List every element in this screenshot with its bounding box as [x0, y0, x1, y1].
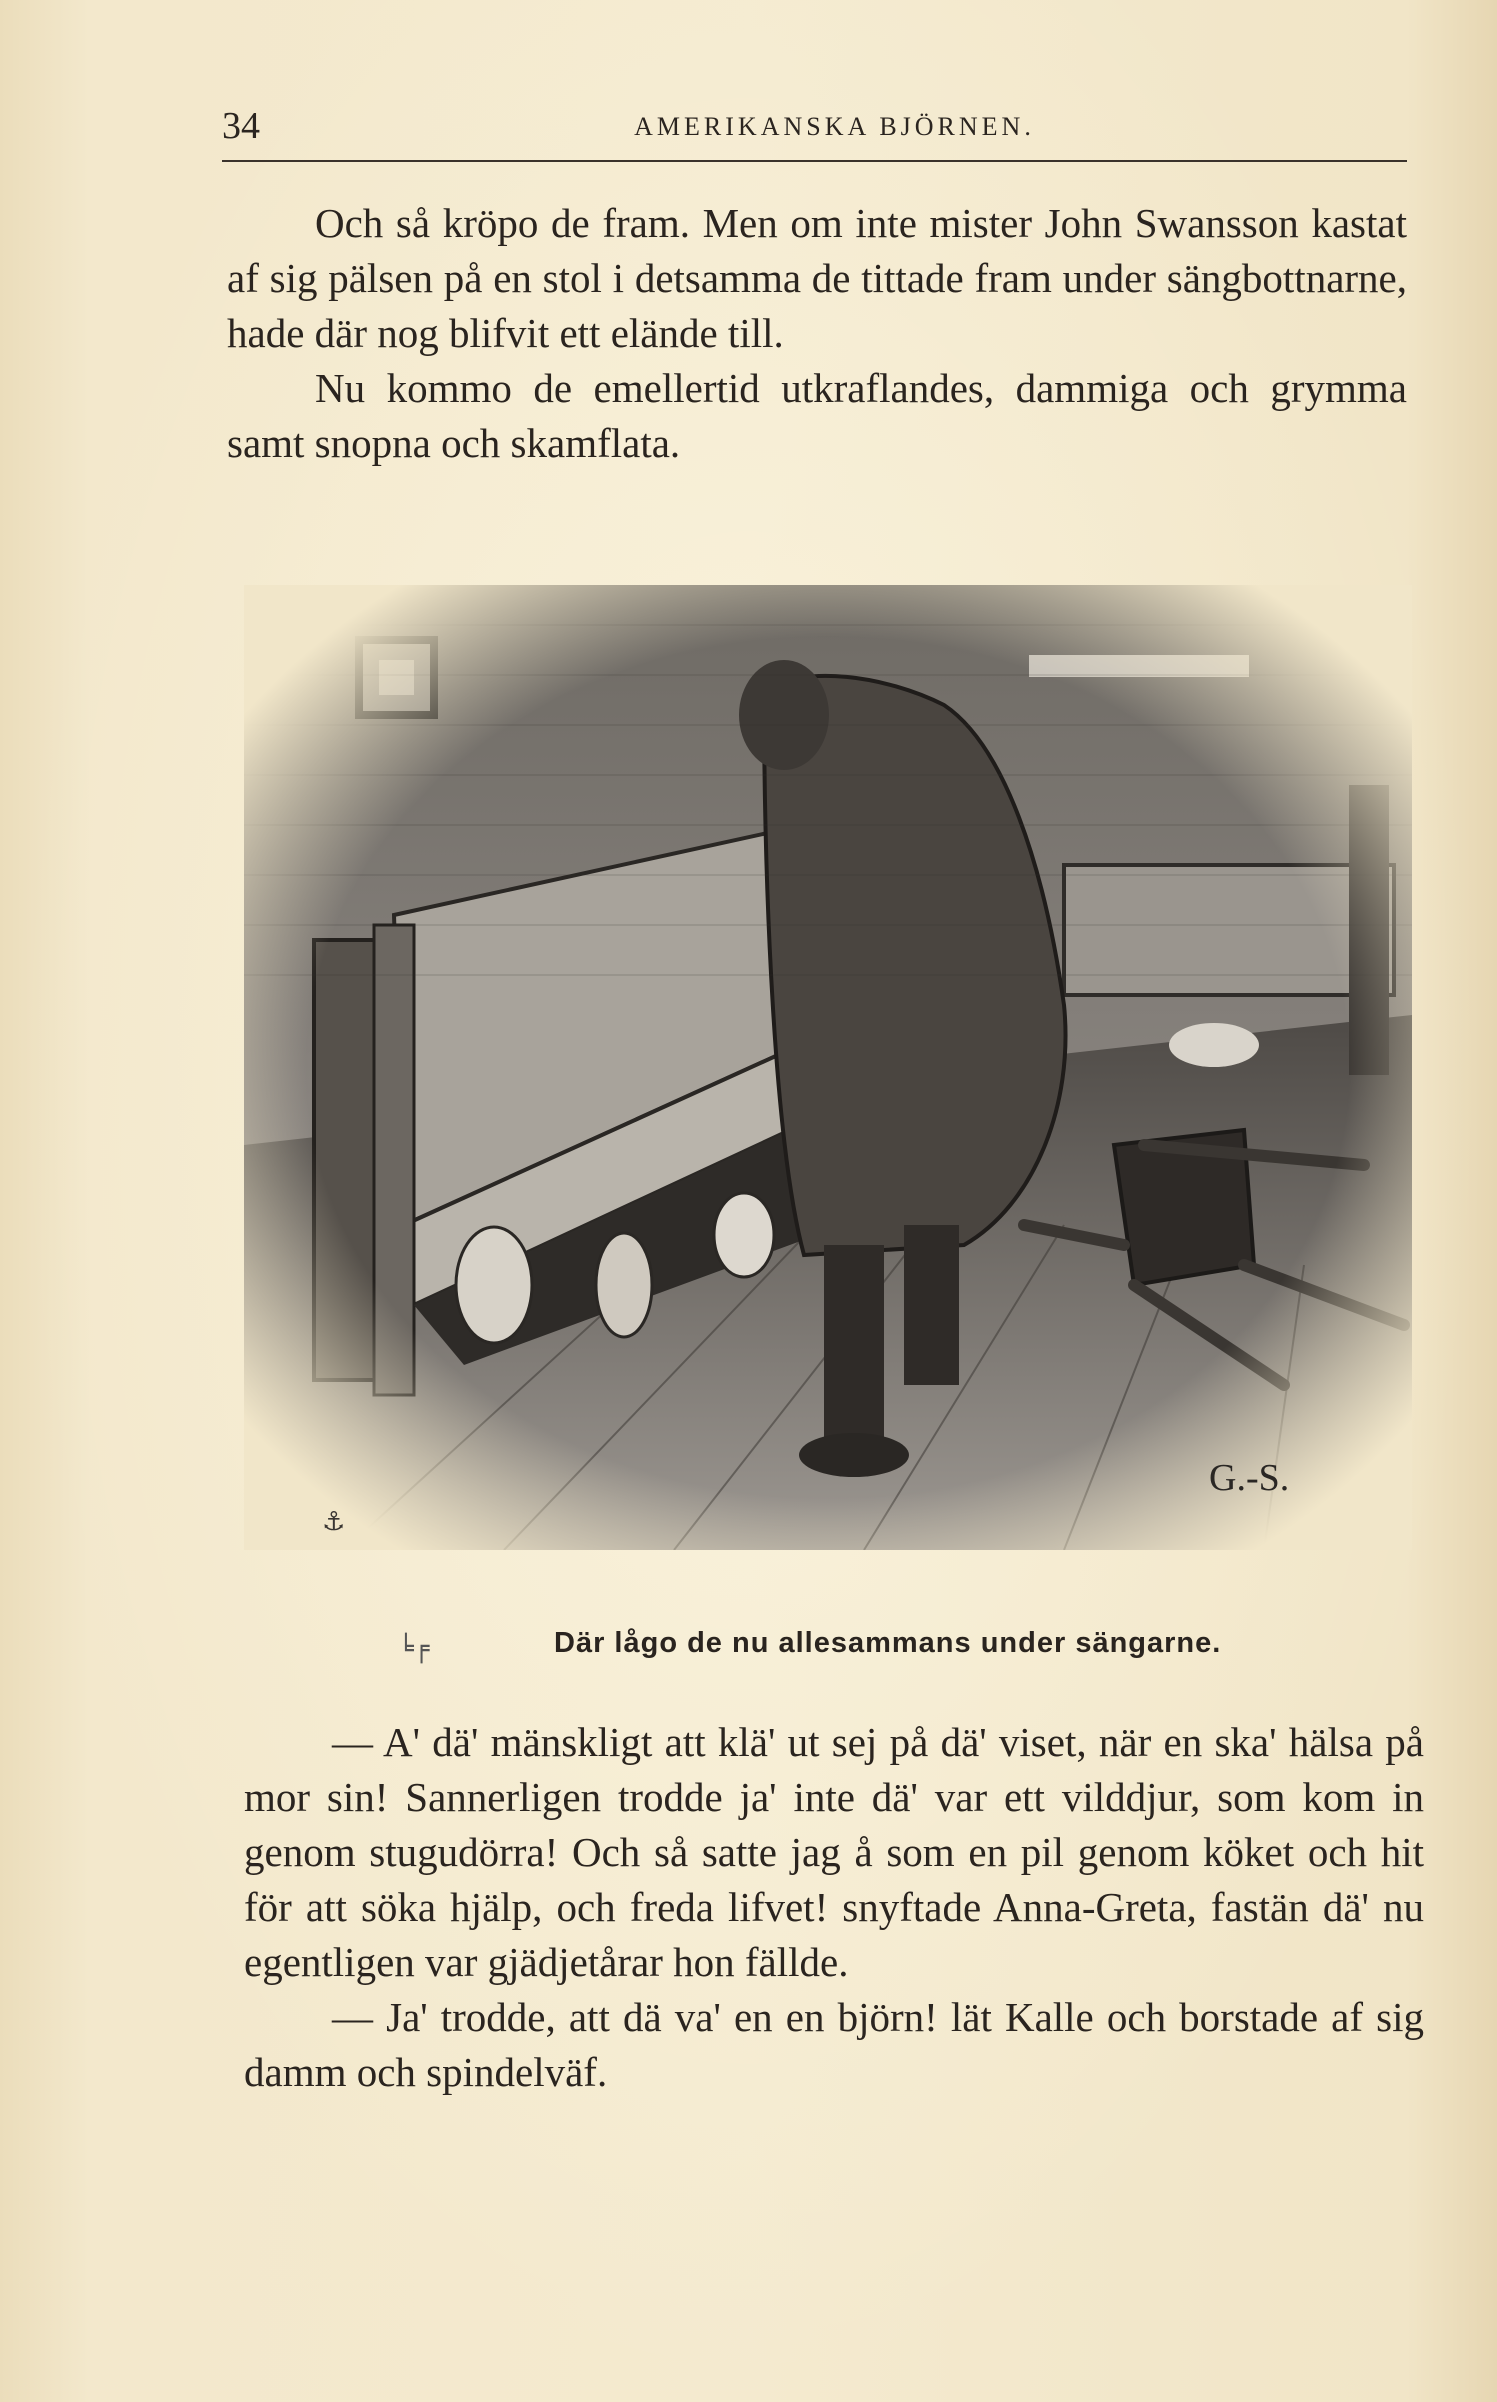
- anchor-mark-icon: ⚓: [322, 1507, 346, 1537]
- vignette: [244, 585, 1412, 1550]
- body-text-bottom: [244, 1715, 1424, 2100]
- running-title: AMERIKANSKA BJÖRNEN.: [634, 112, 1035, 141]
- body-text-top: [227, 196, 1407, 471]
- engraving-bedroom-scene: [244, 585, 1412, 1550]
- paragraph: Nu kommo de emellertid utkraflandes, dammiga och grymma samt snopna och skamflata.: [227, 365, 1407, 466]
- paragraph: — A' dä' mänskligt att klä' ut sej på dä' viset, när en ska' hälsa på mor sin! Sannerligen trodde ja' inte dä' var ett vilddjur, som kom in genom stugudörra! Och så satte jag å som en pil genom köket och hit för att söka hjälp, och freda lifvet! snyftade Anna-Greta, fastän dä' nu egentligen var gjädjetårar hon fällde.: [244, 1719, 1424, 1985]
- paragraph: Och så kröpo de fram. Men om inte mister John Swansson kastat af sig pälsen på en stol i detsamma de tittade fram under sängbottnarne, hade där nog blifvit ett elände till.: [227, 200, 1407, 356]
- header-rule: [222, 160, 1407, 162]
- page-number: 34: [222, 105, 260, 147]
- illustration: [244, 585, 1412, 1550]
- caption-mark-icon: ╘╒: [398, 1634, 430, 1664]
- artist-signature: G.-S.: [1209, 1457, 1290, 1499]
- paragraph: — Ja' trodde, att dä va' en en björn! lät Kalle och borstade af sig damm och spindelväf.: [244, 1994, 1424, 2095]
- illustration-caption: Där lågo de nu allesammans under sängarne.: [554, 1627, 1222, 1659]
- page-header: [222, 104, 1407, 154]
